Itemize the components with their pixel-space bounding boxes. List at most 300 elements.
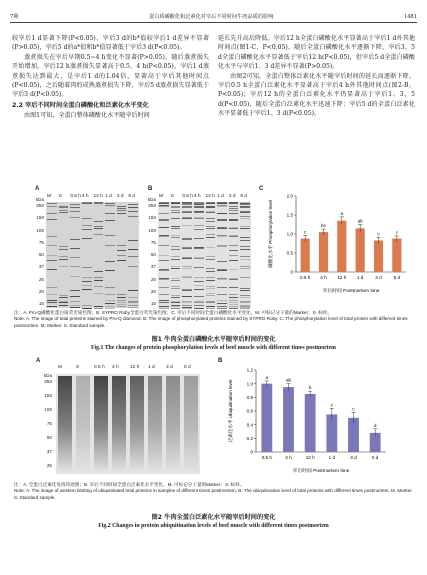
gel-band (206, 228, 216, 229)
gel-band (240, 302, 250, 303)
gel-band (70, 239, 80, 240)
gel-band (159, 294, 169, 295)
gel-band (240, 256, 250, 257)
significance-letter: b (308, 385, 312, 391)
gel-band (229, 300, 239, 301)
gel-band (240, 228, 250, 229)
gel-band (217, 300, 227, 301)
gel-band (240, 297, 250, 298)
bar (283, 387, 294, 452)
y-tick-label: 0 (250, 449, 253, 455)
gel-band (159, 287, 169, 288)
gel-band (70, 307, 80, 308)
lane-label: 3 d (228, 194, 236, 199)
gel-band (70, 266, 80, 267)
gel-band (194, 257, 204, 258)
gel-band (47, 255, 57, 256)
gel-band (194, 211, 204, 212)
gel-band (206, 286, 216, 287)
kda-tick-label: 150 (44, 393, 52, 398)
gel-band (70, 276, 80, 277)
gel-band (94, 228, 104, 229)
gel-band (94, 286, 104, 287)
kda-tick-label: 25 (38, 276, 44, 282)
gel-band (171, 295, 181, 296)
gel-band (217, 287, 227, 288)
gel-band (229, 213, 239, 214)
gel-band (105, 220, 115, 221)
gel-band (105, 235, 115, 236)
running-title: 蛋白质磷酸化和泛素化对宰后不同时间牛肉品质的影响 (148, 14, 274, 20)
page-number: 1481 (403, 14, 417, 20)
figure-1-note (14, 310, 414, 329)
gel-band (229, 260, 239, 261)
figure-1-caption-cn: 图1 牛肉全蛋白磷酸化水平随宰后时间的变化 (151, 336, 276, 343)
gel-band (128, 302, 138, 303)
kda-tick-label: 150 (148, 215, 156, 221)
gel-band (171, 210, 181, 211)
bar (356, 228, 365, 272)
gel-band (229, 208, 239, 209)
gel-band (47, 245, 57, 246)
western-blot-image (56, 374, 200, 474)
x-tick-label: 12 h (305, 455, 315, 460)
x-tick-label: 3 d (375, 275, 382, 280)
significance-letter: c (330, 402, 333, 408)
gel-band (240, 237, 250, 238)
gel-band (171, 228, 181, 229)
bar (301, 239, 310, 272)
gel-band (171, 246, 181, 247)
kda-tick-label: 50 (38, 252, 44, 257)
gel-band (171, 212, 181, 213)
significance-letter: ab (357, 218, 363, 224)
gel-band (194, 204, 204, 205)
x-tick-label: 0.5 h (261, 455, 272, 460)
kda-tick-label: 250 (44, 379, 52, 384)
blot-smear (130, 376, 144, 470)
significance-letter: a (265, 374, 269, 380)
gel-band (70, 257, 80, 258)
gel-band (240, 207, 250, 208)
gel-band (94, 271, 104, 272)
lane-label: 0.5 h (94, 365, 105, 370)
lane-label: 4 h (112, 365, 119, 370)
gel-band (206, 271, 216, 272)
gel-band (82, 225, 92, 226)
gel-band (229, 279, 239, 280)
gel-band (59, 256, 69, 257)
gel-band (47, 219, 57, 220)
lane-label: 0.5 h (70, 194, 81, 199)
gel-band (94, 308, 104, 309)
lane-label: S (58, 194, 62, 199)
gel-band (217, 219, 227, 220)
kda-tick-label: 50 (46, 435, 52, 440)
kda-tick-label: 75 (46, 421, 52, 426)
gel-band (206, 203, 216, 204)
gel-band (82, 305, 92, 306)
figure-2-caption-en: Fig.2 Changes in protein ubiquitination levels of beef muscle with different times postmortem (98, 523, 329, 529)
gel-band (128, 204, 138, 205)
gel-band (194, 296, 204, 297)
bar (374, 240, 383, 272)
gel-band (240, 306, 250, 307)
gel-band (240, 295, 250, 296)
blot-smear (58, 376, 72, 470)
note-en: Note: A. The image of western blotting of ubiquitinated total proteins in samples of different times postmortem. B. The ubiquitination level of total proteins with different times postmortem. M. Marker. S. Standard sample. (14, 488, 413, 500)
gel-band (159, 220, 169, 221)
gel-band (171, 268, 181, 269)
gel-band (105, 306, 115, 307)
gel-band (94, 280, 104, 281)
gel-band (47, 300, 57, 301)
gel-band (217, 227, 227, 228)
blot-smear (94, 376, 108, 470)
gel-band (194, 301, 204, 302)
note-en: Note: A. The image of total proteins stained by Pro-Q diamond. B. The image of phosphorylated proteins stained by SYPRO Ruby. C. The phosphorylation level of total protein with different times postmortem. M. Marker. S. Standard sample. (14, 316, 408, 328)
significance-letter: c (304, 229, 307, 235)
blot-smear (148, 376, 162, 470)
gel-band (206, 280, 216, 281)
gel-band (82, 281, 92, 282)
gel-band (182, 212, 192, 213)
gel-band (206, 218, 216, 219)
gel-band (117, 306, 127, 307)
gel-band (105, 213, 115, 214)
gel-band (70, 301, 80, 302)
significance-letter: ab (285, 377, 292, 383)
gel-band (105, 294, 115, 295)
kda-unit-label: kDa (147, 197, 156, 202)
lane-label: M (47, 194, 51, 199)
gel-band (194, 218, 204, 219)
gel-band (206, 234, 216, 235)
y-axis-title: 磷酸化水平 Phosphorylation level (268, 200, 273, 268)
gel-band (217, 228, 227, 229)
y-tick-label: 0.6 (246, 408, 253, 414)
kda-tick-label: 37 (150, 264, 156, 270)
gel-band (47, 269, 57, 270)
gel-band (159, 235, 169, 236)
gel-band (194, 229, 204, 230)
gel-band (59, 295, 69, 296)
page-header (10, 9, 417, 23)
panel-label-a: A (35, 186, 40, 192)
blot-smear (76, 376, 90, 470)
gel-band (194, 289, 204, 290)
gel-band (194, 225, 204, 226)
gel-band (206, 308, 216, 309)
gel-band (229, 255, 239, 256)
y-tick-label: 1.2 (246, 367, 253, 373)
kda-tick-label: 75 (38, 239, 44, 245)
lane-label: 3 d (116, 194, 124, 199)
y-tick-label: 0.4 (246, 422, 253, 428)
gel-band (194, 207, 204, 208)
gel-band (105, 261, 115, 262)
gel-band (159, 308, 169, 309)
gel-band (240, 216, 250, 217)
gel-band (47, 203, 57, 204)
gel-band (47, 306, 57, 307)
gel-band (70, 204, 80, 205)
gel-band (240, 211, 250, 212)
gel-band (105, 245, 115, 246)
kda-tick-label: 20 (38, 288, 44, 294)
gel-band (206, 268, 216, 269)
gel-band (47, 302, 57, 303)
paragraph: 延长先升高后降低。宰后12 h全蛋白磷酸化水平显著高于宰后1 d外其他时间点(图1-C，P<0.05)，随后全蛋白磷酸化水平逐渐下降，宰后3、5 d全蛋白磷酸化水平显著低于宰后12 h(P<0.05)，但宰后5 d全蛋白磷酸化水平与宰后1、3 d差异不显著(P>0.05)。 (218, 35, 415, 71)
gel-band (182, 268, 192, 269)
gel-band (47, 236, 57, 237)
gel-band (206, 207, 216, 208)
gel-band (94, 293, 104, 294)
y-tick-label: 1.0 (246, 381, 253, 387)
gel-band (94, 226, 104, 227)
gel-band (194, 267, 204, 268)
gel-band (240, 246, 250, 247)
gel-band (82, 203, 92, 204)
gel-band (159, 245, 169, 246)
gel-band (82, 218, 92, 219)
gel-band (47, 206, 57, 207)
y-tick-label: 0 (290, 269, 293, 275)
gel-band (105, 303, 115, 304)
gel-band (159, 227, 169, 228)
gel-band (182, 258, 192, 259)
gel-band (217, 220, 227, 221)
gel-band (128, 216, 138, 217)
gel-band (171, 259, 181, 260)
gel-band (194, 267, 204, 268)
gel-band (159, 287, 169, 288)
gel-band (206, 237, 216, 238)
gel-band (171, 278, 181, 279)
gel-band (70, 296, 80, 297)
gel-band (70, 248, 80, 249)
gel-band (171, 218, 181, 219)
gel-band (217, 303, 227, 304)
gel-band (217, 213, 227, 214)
panel-label-b: B (218, 358, 223, 364)
y-tick-label: 0.5 (286, 250, 293, 256)
gel-band (47, 287, 57, 288)
gel-band (70, 207, 80, 208)
gel-band (105, 300, 115, 301)
gel-band (171, 288, 181, 289)
gel-band (206, 226, 216, 227)
kda-tick-label: 37 (46, 449, 52, 454)
gel-band (70, 290, 80, 291)
lane-label: 12 h (93, 194, 103, 199)
x-tick-label: 5 d (371, 455, 379, 460)
gel-band (128, 297, 138, 298)
gel-band (94, 202, 104, 203)
gel-band (206, 302, 216, 303)
kda-tick-label: 37 (38, 264, 44, 270)
gel-band (117, 255, 127, 256)
gel-band (240, 259, 250, 260)
gel-band (217, 213, 227, 214)
gel-band (217, 306, 227, 307)
kda-tick-label: 15 (38, 301, 44, 306)
gel-band (229, 235, 239, 236)
gel-band (82, 238, 92, 239)
gel-band (206, 247, 216, 248)
gel-band (159, 255, 169, 256)
gel-band (128, 307, 138, 308)
gel-band (229, 220, 239, 221)
blot-smear (166, 376, 180, 470)
x-tick-label: 0.5 h (300, 275, 311, 280)
gel-band (159, 205, 169, 206)
y-tick-label: 2.0 (286, 193, 293, 199)
bar (337, 221, 346, 272)
kda-tick-label: 100 (148, 227, 156, 233)
gel-band (171, 306, 181, 307)
figure-2-note (14, 482, 414, 501)
gel-band (206, 277, 216, 278)
gel-band (128, 256, 138, 257)
lane-label: 4 h (81, 194, 89, 199)
y-axis-title: 泛素化水平 Ubiquitination level (228, 379, 233, 443)
gel-band (182, 248, 192, 249)
gel-band (240, 203, 250, 204)
gel-band (171, 226, 181, 227)
gel-band (194, 277, 204, 278)
gel-band (229, 287, 239, 288)
lane-label: M (159, 194, 163, 199)
gel-band (182, 302, 192, 303)
lane-label: 12 h (130, 365, 140, 370)
kda-tick-label: 100 (36, 227, 44, 233)
gel-band (206, 301, 216, 302)
gel-band (171, 297, 181, 298)
x-tick-label: 3 d (350, 455, 357, 460)
gel-band (117, 294, 127, 295)
lane-label: 1 d (148, 365, 155, 370)
gel-band (128, 249, 138, 250)
gel-band (94, 234, 104, 235)
kda-tick-label: 25 (46, 463, 52, 468)
gel-band (240, 268, 250, 269)
gel-band (82, 285, 92, 286)
gel-band (117, 250, 127, 251)
gel-band (240, 290, 250, 291)
gel-band (194, 281, 204, 282)
gel-band (217, 308, 227, 309)
gel-band (105, 205, 115, 206)
kda-tick-label: 20 (150, 288, 156, 294)
gel-band (182, 296, 192, 297)
gel-band (182, 290, 192, 291)
gel-band (229, 210, 239, 211)
gel-band (240, 308, 250, 309)
lane-label: 12 h (205, 194, 215, 199)
y-tick-label: 0.2 (246, 435, 253, 441)
paragraph: 蒸煮损失在宰后早期0.5~4 h变化不显著(P>0.05)，随后蒸煮损失开始增加，宰后12 h蒸煮损失显著高于0.5、4 h(P<0.05)，宰后1 d蒸煮损失达到最大，是宰后1 d的1.04倍，显著高于宰后其他时间点(P<0.05)，之后随着肉的成熟蒸煮损失下降，宰后5 d蒸煮损失显著低于宰后3 d(P<0.05)。 (12, 53, 209, 99)
gel-band (240, 202, 250, 203)
lane-label: 5 d (184, 365, 191, 370)
gel-band (171, 235, 181, 236)
left-column (12, 34, 209, 182)
kda-tick-label: 150 (36, 215, 44, 221)
gel-band (82, 289, 92, 290)
significance-letter: d (373, 422, 377, 428)
gel-band (240, 240, 250, 241)
gel-band (206, 288, 216, 289)
gel-band (217, 206, 227, 207)
gel-band (47, 213, 57, 214)
kda-tick-label: 250 (148, 203, 156, 208)
lane-label: S (76, 365, 80, 370)
y-tick-label: 1.0 (286, 231, 293, 237)
gel-band (59, 249, 69, 250)
gel-band (128, 240, 138, 241)
kda-tick-label: 75 (150, 239, 156, 245)
x-tick-label: 4 h (320, 275, 327, 280)
gel-band (206, 295, 216, 296)
gel-band (206, 256, 216, 257)
x-axis-title: 宰后时间 Postmortem time (292, 469, 350, 474)
lane-label: M (58, 365, 62, 370)
gel-band (159, 270, 169, 271)
gel-band (59, 266, 69, 267)
gel-band (82, 308, 92, 309)
gel-band (182, 203, 192, 204)
gel-band (194, 217, 204, 218)
x-tick-label: 1 d (356, 275, 364, 280)
significance-letter: c (395, 229, 398, 235)
figure-1-caption-en: Fig.1 The changes of protein phosphorylation levels of beef muscle with different times postmortem (90, 345, 337, 351)
gel-band (194, 305, 204, 306)
gel-band (70, 211, 80, 212)
gel-band (117, 245, 127, 246)
gel-band (117, 208, 127, 209)
lane-label: 1 d (105, 194, 112, 199)
gel-band (117, 297, 127, 298)
gel-band (159, 236, 169, 237)
gel-band (171, 256, 181, 257)
x-axis-title: 宰后时间 Postmortem time (322, 289, 380, 294)
gel-band (240, 212, 250, 213)
gel-band (194, 285, 204, 286)
significance-letter: bc (321, 223, 326, 229)
gel-band (240, 204, 250, 205)
gel-band (59, 246, 69, 247)
note-cn: 注：A. Pro-Q磷酸化蛋白质荧光染色图；B. SYPRO Ruby全蛋白荧光染色图；C. 宰后不同时间全蛋白磷酸化水平变化。M. 可标记分子量的Marker；S. 标样。 (14, 310, 333, 315)
gel-band (171, 207, 181, 208)
paragraph: 较宰后1 d显著下降(P<0.05)，宰后3 d的b*值较宰后1 d差异不显著(P>0.05)，宰后5 d的a*值和b*值显著低于宰后3 d(P<0.05)。 (12, 35, 209, 52)
gel-band (94, 277, 104, 278)
gel-band (217, 269, 227, 270)
lane-label: 1 d (217, 194, 224, 199)
gel-band (194, 248, 204, 249)
figure-2-caption-cn: 图2 牛肉全蛋白泛素化水平随宰后时间的变化 (151, 514, 276, 521)
kda-tick-label: 50 (150, 252, 156, 257)
bar (319, 232, 328, 272)
gel-band (240, 218, 250, 219)
lane-label: 0.5 h (182, 194, 193, 199)
gel-band (117, 210, 127, 211)
gel-band (117, 206, 127, 207)
paragraph: 由图2可知，全蛋白整体泛素化水平随宰后时间的延长而逐渐下降。宰后0.5 h全蛋白泛素化水平显著高于宰后4 h外其他时间点(图2-B，P<0.05)；宰后12 h的全蛋白泛素化水平仍显著高于宰后1、3、5 d(P<0.05)，随后全蛋白泛素化水平迅速下降；宰后5 d的全蛋白泛素化水平显著低于宰后1、3 d(P<0.05)。 (218, 72, 415, 118)
blot-smear (184, 376, 198, 470)
gel-band (229, 203, 239, 204)
significance-letter: c (352, 406, 355, 412)
lane-label: S (170, 194, 174, 199)
